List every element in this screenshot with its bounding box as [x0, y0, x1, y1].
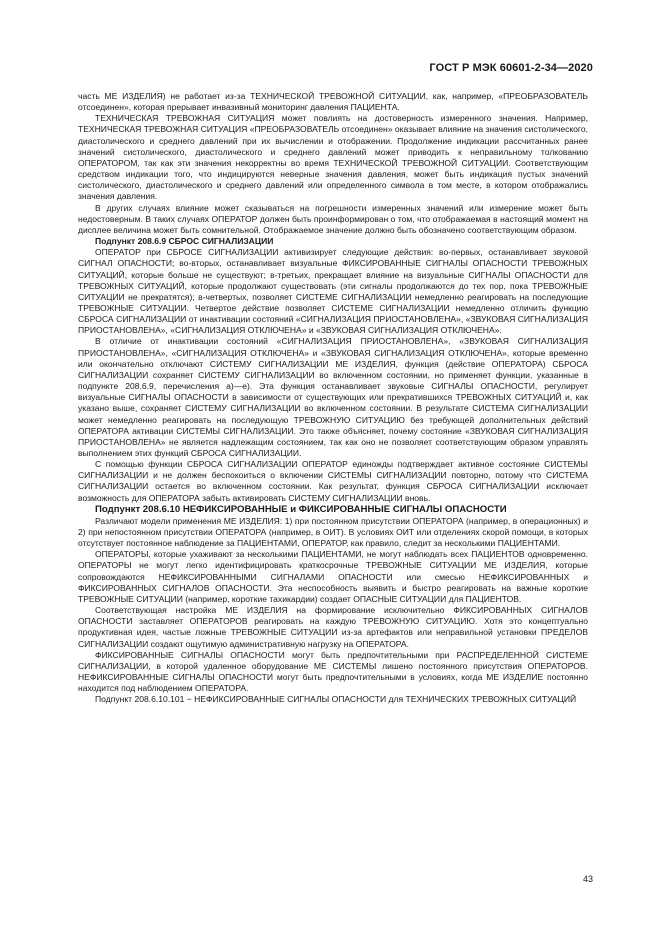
paragraph: ОПЕРАТОРЫ, которые ухаживают за несколькими ПАЦИЕНТАМИ, не могут наблюдать всех ПАЦИЕНТОВ одновременно. ОПЕРАТОРЫ не могут легко идентифицировать краткосрочные ТРЕВОЖНЫЕ СИТУАЦИИ МЕ ИЗДЕЛИЯ, которые сопровождаются НЕФИКСИРОВАННЫМИ СИГНАЛАМИ ОПАСНОСТИ или смесью НЕФИКСИРОВАННЫХ и ФИКСИРОВАННЫХ СИГНАЛОВ ОПАСНОСТИ. Эта неспособность выявить и быстро реагировать на важные короткие ТРЕВОЖНЫЕ СИТУАЦИИ (например, короткие тахикардии) создает ОПАСНЫЕ СИТУАЦИИ для ПАЦИЕНТОВ.	[78, 549, 588, 604]
paragraph: Соответствующая настройка МЕ ИЗДЕЛИЯ на формирование исключительно ФИКСИРОВАННЫХ СИГНАЛОВ ОПАСНОСТИ заставляет ОПЕРАТОРОВ реагировать на каждую ТРЕВОЖНУЮ СИТУАЦИЮ. Хотя это концептуально продуктивная идея, частые ложные ТРЕВОЖНЫЕ СИТУАЦИИ из-за артефактов или неправильной установки ПРЕДЕЛОВ СИГНАЛИЗАЦИИ создают ощутимую административную нагрузку на ОПЕРАТОРА.	[78, 605, 588, 649]
page-header: ГОСТ Р МЭК 60601-2-34—2020	[429, 62, 593, 74]
paragraph: В других случаях влияние может сказываться на погрешности измеренных значений или измерение может быть недостоверным. В таких случаях ОПЕРАТОР должен быть проинформирован о том, что отображаемая в настоящий момент на дисплее величина может быть сомнительной. Отображаемое значение должно быть обозначено соответствующим образом.	[78, 202, 588, 235]
section-heading: Подпункт 208.6.9 СБРОС СИГНАЛИЗАЦИИ	[95, 236, 274, 247]
paragraph: ТЕХНИЧЕСКАЯ ТРЕВОЖНАЯ СИТУАЦИЯ может повлиять на достоверность измеренного значения. Например, ТЕХНИЧЕСКАЯ ТРЕВОЖНАЯ СИТУАЦИЯ «ПРЕОБРАЗОВАТЕЛЬ отсоединен» оказывает влияние на значения систолического, диастолического и среднего давлений при их вычислении и отображении. Продолжение индикации рассчитанных ранее значений систолического, диастолического и среднего давлений может приводить к неправильному толкованию ОПЕРАТОРОМ, так как эти значения некорректны во время ТЕХНИЧЕСКОЙ ТРЕВОЖНОЙ СИТУАЦИИ. Соответствующим средством индикации того, что индицируются неверные значения давления, может быть индикация пустых значений систолического, диастолического и среднего давлений или определенного символа в том месте, в котором отображались значения давления.	[78, 113, 588, 202]
paragraph: Подпункт 208.6.10.101 − НЕФИКСИРОВАННЫЕ СИГНАЛЫ ОПАСНОСТИ для ТЕХНИЧЕСКИХ ТРЕВОЖНЫХ СИТУАЦИЙ	[95, 694, 577, 705]
section-heading: Подпункт 208.6.10 НЕФИКСИРОВАННЫЕ и ФИКСИРОВАННЫЕ СИГНАЛЫ ОПАСНОСТИ	[95, 503, 507, 515]
paragraph: В отличие от инактивации состояний «СИГНАЛИЗАЦИЯ ПРИОСТАНОВЛЕНА», «ЗВУКОВАЯ СИГНАЛИЗАЦИЯ ПРИОСТАНОВЛЕНА», «СИГНАЛИЗАЦИЯ ОТКЛЮЧЕНА» и «ЗВУКОВАЯ СИГНАЛИЗАЦИЯ ОТКЛЮЧЕНА», которые временно или окончательно отключают СИСТЕМУ СИГНАЛИЗАЦИИ МЕ ИЗДЕЛИЯ, функция (действие ОПЕРАТОРА) СБРОСА СИГНАЛИЗАЦИИ сохраняет СИСТЕМУ СИГНАЛИЗАЦИИ во включенном состоянии, но применяет функции, указанные в подпункте 208.6.9, перечисления а)—е). Эта функция останавливает звуковые СИГНАЛЫ ОПАСНОСТИ, регулирует визуальные СИГНАЛЫ ОПАСНОСТИ в зависимости от существующих или прекратившихся ТРЕВОЖНЫХ СИТУАЦИЙ и, как указано выше, сохраняет СИСТЕМУ СИГНАЛИЗАЦИИ во включенном состоянии. В результате СИСТЕМА СИГНАЛИЗАЦИИ может немедленно реагировать на последующую ТРЕВОЖНУЮ СИТУАЦИЮ без требующей дополнительных действий ОПЕРАТОРА активации СИСТЕМЫ СИГНАЛИЗАЦИИ. Это также объясняет, почему состояние «ЗВУКОВАЯ СИГНАЛИЗАЦИЯ ПРИОСТАНОВЛЕНА» не является надлежащим состоянием, так как оно не позволяет соответствующим образом управлять выполнением этих функций СБРОСА СИГНАЛИЗАЦИИ.	[78, 336, 588, 458]
paragraph: Различают модели применения МЕ ИЗДЕЛИЯ: 1) при постоянном присутствии ОПЕРАТОРА (например, в операционных) и 2) при непостоянном присутствии ОПЕРАТОРА (например, в ОИТ). В условиях ОИТ или отделениях скорой помощи, в которых отсутствует постоянное наблюдение за ПАЦИЕНТАМИ, ОПЕРАТОР, как правило, следит за несколькими ПАЦИЕНТАМИ.	[78, 515, 588, 549]
paragraph: часть МЕ ИЗДЕЛИЯ) не работает из-за ТЕХНИЧЕСКОЙ ТРЕВОЖНОЙ СИТУАЦИИ, как, например, «ПРЕОБРАЗОВАТЕЛЬ отсоединен», которая прерывает инвазивный мониторинг давления ПАЦИЕНТА.	[78, 91, 588, 113]
document-body	[78, 91, 588, 705]
paragraph: ФИКСИРОВАННЫЕ СИГНАЛЫ ОПАСНОСТИ могут быть предпочтительными при РАСПРЕДЕЛЕННОЙ СИСТЕМЕ СИГНАЛИЗАЦИИ, в которой удаленное оборудование МЕ СИСТЕМЫ лишено постоянного присутствия ОПЕРАТОРОВ. НЕФИКСИРОВАННЫЕ СИГНАЛЫ ОПАСНОСТИ могут быть предпочтительными в условиях, когда МЕ ИЗДЕЛИЕ постоянно находится под наблюдением ОПЕРАТОРА.	[78, 649, 588, 694]
paragraph: ОПЕРАТОР при СБРОСЕ СИГНАЛИЗАЦИИ активизирует следующие действия: во-первых, останавливает звуковой СИГНАЛ ОПАСНОСТИ; во-вторых, останавливает визуальные ФИКСИРОВАННЫЕ СИГНАЛЫ ОПАСНОСТИ ТРЕВОЖНЫХ СИТУАЦИЙ, которые больше не существуют; в-третьих, прекращает влияние на визуальные СИГНАЛЫ ОПАСНОСТИ для ТРЕВОЖНЫХ СИТУАЦИЙ, которые продолжают существовать (эти сигналы продолжаются до тех пор, пока ТРЕВОЖНЫЕ СИТУАЦИИ не прекратятся); в-четвертых, позволяет СИСТЕМЕ СИГНАЛИЗАЦИИ немедленно реагировать на последующие ТРЕВОЖНЫЕ СИТУАЦИИ. Четвертое действие позволяет СИСТЕМЕ СИГНАЛИЗАЦИИ немедленно отличить функцию СБРОСА СИГНАЛИЗАЦИИ от инактивации состояний «СИГНАЛИЗАЦИЯ ПРИОСТАНОВЛЕНА», «ЗВУКОВАЯ СИГНАЛИЗАЦИЯ ПРИОСТАНОВЛЕНА», «СИГНАЛИЗАЦИЯ ОТКЛЮЧЕНА» и «ЗВУКОВАЯ СИГНАЛИЗАЦИЯ ОТКЛЮЧЕНА».	[78, 247, 588, 336]
paragraph: С помощью функции СБРОСА СИГНАЛИЗАЦИИ ОПЕРАТОР единожды подтверждает активное состояние СИСТЕМЫ СИГНАЛИЗАЦИИ и не должен беспокоиться о включении СИСТЕМЫ СИГНАЛИЗАЦИИ повторно, потому что СИСТЕМА СИГНАЛИЗАЦИИ остается во включенном состоянии. Как результат, функция СБРОСА СИГНАЛИЗАЦИИ исключает возможность для ОПЕРАТОРА забыть активировать СИСТЕМУ СИГНАЛИЗАЦИИ вновь.	[78, 459, 588, 503]
page-number: 43	[582, 874, 593, 884]
